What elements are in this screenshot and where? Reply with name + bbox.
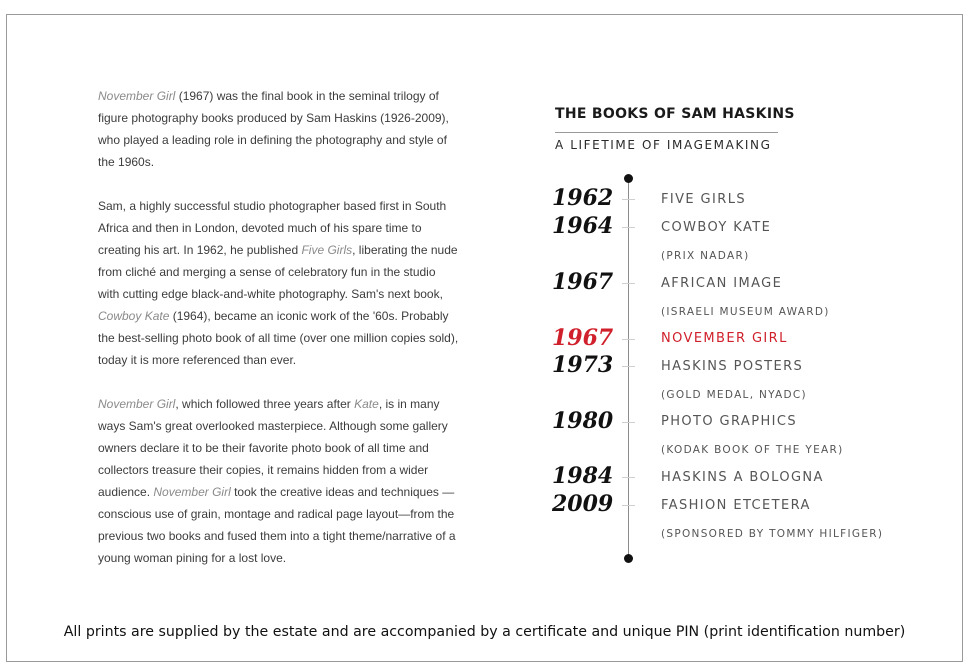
timeline-year: 1964: [552, 213, 614, 239]
timeline-heading: THE BOOKS OF SAM HASKINS: [555, 106, 795, 122]
timeline-book-title: FASHION ETCETERA: [661, 498, 811, 513]
essay-text: (1964), became an iconic work of the '60s. Probably the best-selling photo book of all time (over one million copies sold), today it is more referenced than ever.: [98, 309, 459, 367]
essay-text: , which followed three years after: [175, 397, 355, 411]
footer-note: All prints are supplied by the estate and are accompanied by a certificate and unique PIN (print identification number): [63, 624, 906, 640]
timeline-year: 1967: [552, 325, 614, 351]
timeline-tick: [622, 199, 635, 200]
timeline-book-title: HASKINS POSTERS: [661, 359, 804, 374]
timeline-year: 1962: [552, 185, 614, 211]
timeline-end-dot: [624, 554, 633, 563]
timeline-tick: [622, 339, 635, 340]
timeline-year: 1967: [552, 269, 614, 295]
essay: [98, 85, 460, 591]
essay-text: (1967) was the final book in the seminal trilogy of figure photography books produced by Sam Haskins (1926-2009), who played a leading role in defining the photography and style of the 1960s.: [98, 89, 449, 169]
timeline-tick: [622, 366, 635, 367]
timeline-subheading: A LIFETIME OF IMAGEMAKING: [555, 138, 772, 152]
book-title: November Girl: [98, 397, 176, 411]
heading-divider: [555, 132, 778, 133]
essay-text: took the creative ideas and techniques —conscious use of grain, montage and radical page layout—from the previous two books and fused them into a tight theme/narrative of a young woman pining for a lost love.: [98, 485, 456, 565]
timeline-year: 1973: [552, 352, 614, 378]
timeline-start-dot: [624, 174, 633, 183]
essay-text: Sam, a highly successful studio photographer based first in South Africa and then in London, devoted much of his spare time to creating his art. In 1962, he published: [98, 199, 447, 257]
essay-text: , liberating the nude from cliché and merging a sense of celebratory fun in the studio with cutting edge black-and-white photography. Sam's next book,: [98, 243, 458, 301]
book-title: Five Girls: [301, 243, 353, 257]
timeline-tick: [622, 227, 635, 228]
timeline-note: (SPONSORED BY TOMMY HILFIGER): [661, 528, 884, 540]
timeline-tick: [622, 283, 635, 284]
timeline-note: (GOLD MEDAL, NYADC): [661, 389, 807, 401]
timeline-tick: [622, 477, 635, 478]
timeline-year: 1980: [552, 408, 614, 434]
book-title: November Girl: [98, 89, 176, 103]
essay-paragraph-1: [98, 85, 460, 173]
book-title: Cowboy Kate: [98, 309, 170, 323]
timeline-book-title: FIVE GIRLS: [661, 192, 746, 207]
book-title: Kate: [354, 397, 379, 411]
timeline-note: (KODAK BOOK OF THE YEAR): [661, 444, 844, 456]
timeline-tick: [622, 505, 635, 506]
timeline-book-title: HASKINS A BOLOGNA: [661, 470, 824, 485]
timeline-year: 2009: [552, 491, 614, 517]
timeline-note: (ISRAELI MUSEUM AWARD): [661, 306, 830, 318]
essay-text: , is in many ways Sam's great overlooked masterpiece. Although some gallery owners declare it to be their favorite photo book of all time and collectors treasure their copies, it remains hidden from a wider audience.: [98, 397, 448, 499]
book-title: November Girl: [153, 485, 231, 499]
timeline-year: 1984: [552, 463, 614, 489]
timeline-tick: [622, 422, 635, 423]
essay-paragraph-3: [98, 393, 460, 569]
timeline-book-title: PHOTO GRAPHICS: [661, 414, 798, 429]
essay-paragraph-2: [98, 195, 460, 371]
timeline-book-title: NOVEMBER GIRL: [661, 331, 788, 346]
timeline-note: (PRIX NADAR): [661, 250, 750, 262]
timeline-book-title: COWBOY KATE: [661, 220, 772, 235]
timeline-book-title: AFRICAN IMAGE: [661, 276, 783, 291]
